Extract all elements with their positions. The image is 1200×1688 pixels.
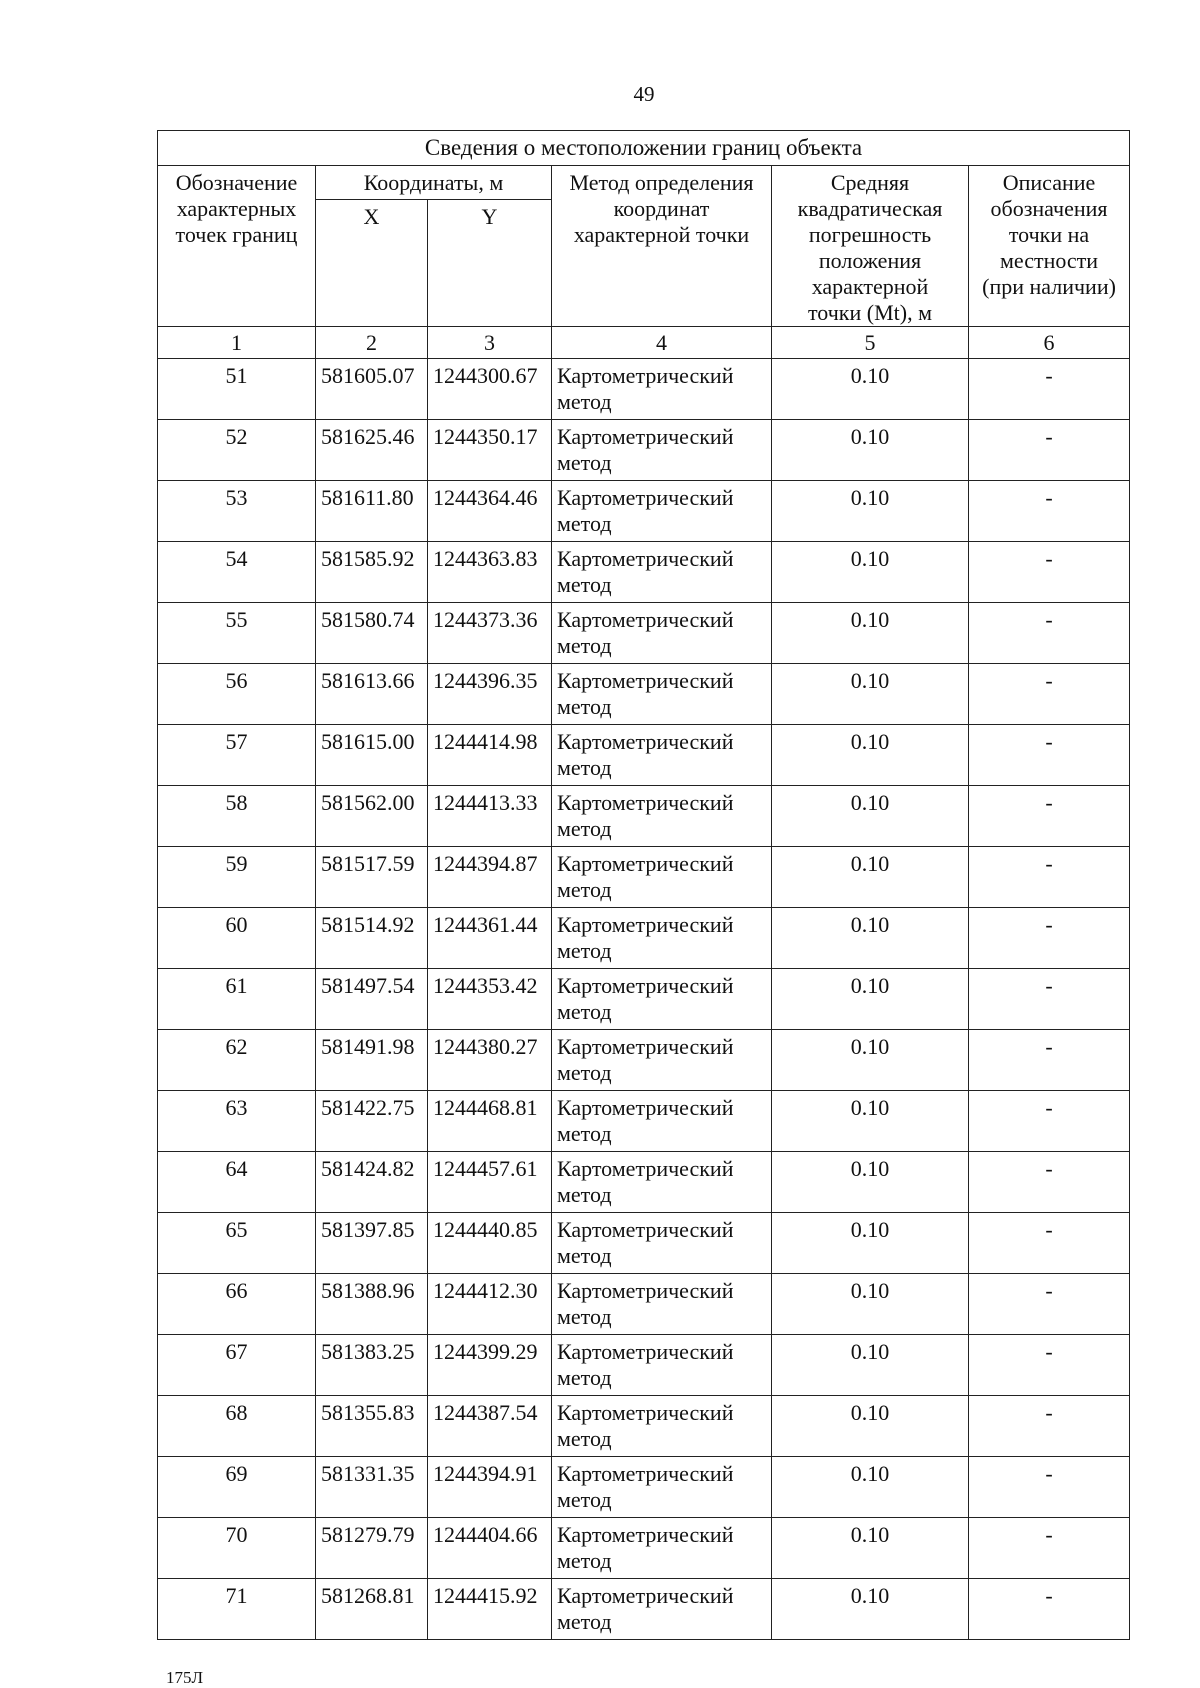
y-coordinate-cell: 1244353.42 bbox=[428, 969, 552, 1030]
header-description bbox=[969, 166, 1130, 327]
y-coordinate-cell: 1244396.35 bbox=[428, 664, 552, 725]
method-line: метод bbox=[557, 633, 612, 658]
y-coordinate-cell: 1244361.44 bbox=[428, 908, 552, 969]
x-coordinate-cell: 581279.79 bbox=[316, 1518, 428, 1579]
header-description-line: местности bbox=[999, 248, 1099, 273]
description-cell: - bbox=[969, 1518, 1130, 1579]
header-row-1 bbox=[158, 166, 1130, 200]
method-line: Картометрический bbox=[557, 668, 734, 693]
x-coordinate-cell: 581383.25 bbox=[316, 1335, 428, 1396]
method-cell bbox=[552, 481, 772, 542]
header-point-line: точек границ bbox=[175, 222, 298, 247]
method-line: Картометрический bbox=[557, 1461, 734, 1486]
method-line: метод bbox=[557, 816, 612, 841]
method-line: Картометрический bbox=[557, 1095, 734, 1120]
error-cell: 0.10 bbox=[772, 481, 969, 542]
method-cell bbox=[552, 1152, 772, 1213]
method-cell bbox=[552, 847, 772, 908]
description-cell: - bbox=[969, 603, 1130, 664]
method-line: метод bbox=[557, 1243, 612, 1268]
header-error-line: квадратическая bbox=[797, 196, 943, 221]
description-cell: - bbox=[969, 481, 1130, 542]
method-cell bbox=[552, 664, 772, 725]
y-coordinate-cell: 1244350.17 bbox=[428, 420, 552, 481]
column-number: 2 bbox=[316, 327, 428, 359]
method-line: Картометрический bbox=[557, 607, 734, 632]
table-row bbox=[158, 969, 1130, 1030]
y-coordinate-cell: 1244363.83 bbox=[428, 542, 552, 603]
table-row bbox=[158, 481, 1130, 542]
error-cell: 0.10 bbox=[772, 786, 969, 847]
point-number-cell: 56 bbox=[158, 664, 316, 725]
method-line: метод bbox=[557, 938, 612, 963]
error-cell: 0.10 bbox=[772, 725, 969, 786]
y-coordinate-cell: 1244468.81 bbox=[428, 1091, 552, 1152]
error-cell: 0.10 bbox=[772, 969, 969, 1030]
point-number-cell: 60 bbox=[158, 908, 316, 969]
description-cell: - bbox=[969, 420, 1130, 481]
header-error-line: положения bbox=[818, 248, 922, 273]
table-row bbox=[158, 1274, 1130, 1335]
page-number: 49 bbox=[633, 82, 655, 106]
error-cell: 0.10 bbox=[772, 1274, 969, 1335]
method-line: метод bbox=[557, 572, 612, 597]
header-method-line: координат bbox=[613, 196, 710, 221]
error-cell: 0.10 bbox=[772, 908, 969, 969]
method-cell bbox=[552, 359, 772, 420]
column-number: 3 bbox=[428, 327, 552, 359]
method-line: метод bbox=[557, 1487, 612, 1512]
table-row bbox=[158, 847, 1130, 908]
method-cell bbox=[552, 1335, 772, 1396]
method-line: метод bbox=[557, 511, 612, 536]
x-coordinate-cell: 581514.92 bbox=[316, 908, 428, 969]
column-number: 6 bbox=[969, 327, 1130, 359]
table-row bbox=[158, 1152, 1130, 1213]
method-cell bbox=[552, 1091, 772, 1152]
x-coordinate-cell: 581424.82 bbox=[316, 1152, 428, 1213]
table-row bbox=[158, 1091, 1130, 1152]
point-number-cell: 53 bbox=[158, 481, 316, 542]
table-row bbox=[158, 1335, 1130, 1396]
x-coordinate-cell: 581605.07 bbox=[316, 359, 428, 420]
error-cell: 0.10 bbox=[772, 1152, 969, 1213]
method-line: метод bbox=[557, 1548, 612, 1573]
method-line: метод bbox=[557, 1304, 612, 1329]
method-line: метод bbox=[557, 450, 612, 475]
error-cell: 0.10 bbox=[772, 847, 969, 908]
method-line: метод bbox=[557, 877, 612, 902]
method-line: Картометрический bbox=[557, 1278, 734, 1303]
header-method-line: характерной точки bbox=[573, 222, 750, 247]
column-number: 1 bbox=[158, 327, 316, 359]
error-cell: 0.10 bbox=[772, 1030, 969, 1091]
x-coordinate-cell: 581615.00 bbox=[316, 725, 428, 786]
method-line: Картометрический bbox=[557, 729, 734, 754]
method-cell bbox=[552, 1518, 772, 1579]
description-cell: - bbox=[969, 725, 1130, 786]
description-cell: - bbox=[969, 1030, 1130, 1091]
point-number-cell: 63 bbox=[158, 1091, 316, 1152]
table-row bbox=[158, 725, 1130, 786]
y-coordinate-cell: 1244440.85 bbox=[428, 1213, 552, 1274]
column-number: 5 bbox=[772, 327, 969, 359]
table-row bbox=[158, 542, 1130, 603]
point-number-cell: 66 bbox=[158, 1274, 316, 1335]
method-line: Картометрический bbox=[557, 1156, 734, 1181]
method-line: метод bbox=[557, 1182, 612, 1207]
point-number-cell: 64 bbox=[158, 1152, 316, 1213]
error-cell: 0.10 bbox=[772, 1335, 969, 1396]
table-row bbox=[158, 1213, 1130, 1274]
method-line: Картометрический bbox=[557, 424, 734, 449]
description-cell: - bbox=[969, 542, 1130, 603]
x-coordinate-cell: 581331.35 bbox=[316, 1457, 428, 1518]
description-cell: - bbox=[969, 1579, 1130, 1640]
method-line: метод bbox=[557, 389, 612, 414]
y-coordinate-cell: 1244364.46 bbox=[428, 481, 552, 542]
y-coordinate-cell: 1244404.66 bbox=[428, 1518, 552, 1579]
description-cell: - bbox=[969, 1274, 1130, 1335]
method-line: Картометрический bbox=[557, 1583, 734, 1608]
method-line: Картометрический bbox=[557, 546, 734, 571]
x-coordinate-cell: 581388.96 bbox=[316, 1274, 428, 1335]
description-cell: - bbox=[969, 1457, 1130, 1518]
header-error bbox=[772, 166, 969, 327]
point-number-cell: 65 bbox=[158, 1213, 316, 1274]
x-coordinate-cell: 581355.83 bbox=[316, 1396, 428, 1457]
header-x: X bbox=[316, 199, 428, 326]
table-row bbox=[158, 420, 1130, 481]
point-number-cell: 57 bbox=[158, 725, 316, 786]
method-line: Картометрический bbox=[557, 851, 734, 876]
header-error-line: точки (Mt), м bbox=[807, 300, 933, 325]
method-cell bbox=[552, 1030, 772, 1091]
description-cell: - bbox=[969, 1335, 1130, 1396]
description-cell: - bbox=[969, 1213, 1130, 1274]
y-coordinate-cell: 1244399.29 bbox=[428, 1335, 552, 1396]
y-coordinate-cell: 1244373.36 bbox=[428, 603, 552, 664]
table-row bbox=[158, 1396, 1130, 1457]
table-row bbox=[158, 1579, 1130, 1640]
x-coordinate-cell: 581491.98 bbox=[316, 1030, 428, 1091]
point-number-cell: 54 bbox=[158, 542, 316, 603]
method-cell bbox=[552, 969, 772, 1030]
y-coordinate-cell: 1244415.92 bbox=[428, 1579, 552, 1640]
method-line: метод bbox=[557, 1121, 612, 1146]
error-cell: 0.10 bbox=[772, 359, 969, 420]
header-error-line: Средняя bbox=[830, 170, 910, 195]
point-number-cell: 70 bbox=[158, 1518, 316, 1579]
header-error-line: погрешность bbox=[808, 222, 932, 247]
description-cell: - bbox=[969, 359, 1130, 420]
y-coordinate-cell: 1244300.67 bbox=[428, 359, 552, 420]
table-row bbox=[158, 1457, 1130, 1518]
table-row bbox=[158, 908, 1130, 969]
point-number-cell: 69 bbox=[158, 1457, 316, 1518]
point-number-cell: 67 bbox=[158, 1335, 316, 1396]
table-title-row bbox=[158, 131, 1130, 166]
error-cell: 0.10 bbox=[772, 1518, 969, 1579]
x-coordinate-cell: 581580.74 bbox=[316, 603, 428, 664]
method-line: метод bbox=[557, 1060, 612, 1085]
y-coordinate-cell: 1244380.27 bbox=[428, 1030, 552, 1091]
header-point bbox=[158, 166, 316, 327]
error-cell: 0.10 bbox=[772, 1457, 969, 1518]
description-cell: - bbox=[969, 847, 1130, 908]
error-cell: 0.10 bbox=[772, 603, 969, 664]
description-cell: - bbox=[969, 1396, 1130, 1457]
x-coordinate-cell: 581268.81 bbox=[316, 1579, 428, 1640]
table-row bbox=[158, 786, 1130, 847]
description-cell: - bbox=[969, 969, 1130, 1030]
method-line: Картометрический bbox=[557, 1339, 734, 1364]
header-y: Y bbox=[428, 199, 552, 326]
x-coordinate-cell: 581625.46 bbox=[316, 420, 428, 481]
method-line: Картометрический bbox=[557, 1217, 734, 1242]
method-line: Картометрический bbox=[557, 912, 734, 937]
method-cell bbox=[552, 603, 772, 664]
error-cell: 0.10 bbox=[772, 1213, 969, 1274]
point-number-cell: 58 bbox=[158, 786, 316, 847]
y-coordinate-cell: 1244387.54 bbox=[428, 1396, 552, 1457]
column-number-row bbox=[158, 327, 1130, 359]
point-number-cell: 55 bbox=[158, 603, 316, 664]
header-point-line: характерных bbox=[176, 196, 297, 221]
description-cell: - bbox=[969, 1152, 1130, 1213]
description-cell: - bbox=[969, 664, 1130, 725]
method-cell bbox=[552, 908, 772, 969]
header-description-line: обозначения bbox=[990, 196, 1108, 221]
method-line: Картометрический bbox=[557, 485, 734, 510]
method-cell bbox=[552, 725, 772, 786]
y-coordinate-cell: 1244394.87 bbox=[428, 847, 552, 908]
error-cell: 0.10 bbox=[772, 420, 969, 481]
method-line: Картометрический bbox=[557, 790, 734, 815]
x-coordinate-cell: 581497.54 bbox=[316, 969, 428, 1030]
header-point-line: Обозначение bbox=[175, 170, 298, 195]
method-line: метод bbox=[557, 694, 612, 719]
method-line: Картометрический bbox=[557, 1522, 734, 1547]
x-coordinate-cell: 581517.59 bbox=[316, 847, 428, 908]
table-row bbox=[158, 1518, 1130, 1579]
footer-code: 175Л bbox=[166, 1668, 204, 1687]
header-description-line: точки на bbox=[1008, 222, 1090, 247]
method-cell bbox=[552, 786, 772, 847]
x-coordinate-cell: 581422.75 bbox=[316, 1091, 428, 1152]
method-line: Картометрический bbox=[557, 1034, 734, 1059]
table-title: Сведения о местоположении границ объекта bbox=[158, 131, 1130, 166]
table-row bbox=[158, 359, 1130, 420]
table-row bbox=[158, 603, 1130, 664]
header-method bbox=[552, 166, 772, 327]
method-line: метод bbox=[557, 999, 612, 1024]
method-cell bbox=[552, 1274, 772, 1335]
y-coordinate-cell: 1244413.33 bbox=[428, 786, 552, 847]
header-error-line: характерной bbox=[811, 274, 929, 299]
column-number: 4 bbox=[552, 327, 772, 359]
method-cell bbox=[552, 542, 772, 603]
header-method-line: Метод определения bbox=[569, 170, 754, 195]
description-cell: - bbox=[969, 786, 1130, 847]
point-number-cell: 52 bbox=[158, 420, 316, 481]
boundary-coordinates-table bbox=[157, 130, 1130, 1640]
header-description-line: Описание bbox=[1002, 170, 1096, 195]
point-number-cell: 59 bbox=[158, 847, 316, 908]
y-coordinate-cell: 1244394.91 bbox=[428, 1457, 552, 1518]
error-cell: 0.10 bbox=[772, 542, 969, 603]
x-coordinate-cell: 581585.92 bbox=[316, 542, 428, 603]
y-coordinate-cell: 1244457.61 bbox=[428, 1152, 552, 1213]
table-row bbox=[158, 1030, 1130, 1091]
method-line: метод bbox=[557, 1426, 612, 1451]
method-line: Картометрический bbox=[557, 973, 734, 998]
point-number-cell: 61 bbox=[158, 969, 316, 1030]
error-cell: 0.10 bbox=[772, 664, 969, 725]
method-line: метод bbox=[557, 1609, 612, 1634]
x-coordinate-cell: 581397.85 bbox=[316, 1213, 428, 1274]
point-number-cell: 68 bbox=[158, 1396, 316, 1457]
method-cell bbox=[552, 1579, 772, 1640]
method-line: Картометрический bbox=[557, 363, 734, 388]
description-cell: - bbox=[969, 908, 1130, 969]
x-coordinate-cell: 581613.66 bbox=[316, 664, 428, 725]
x-coordinate-cell: 581562.00 bbox=[316, 786, 428, 847]
header-description-line: (при наличии) bbox=[982, 274, 1116, 299]
method-cell bbox=[552, 420, 772, 481]
error-cell: 0.10 bbox=[772, 1579, 969, 1640]
description-cell: - bbox=[969, 1091, 1130, 1152]
method-cell bbox=[552, 1457, 772, 1518]
table-row bbox=[158, 664, 1130, 725]
error-cell: 0.10 bbox=[772, 1396, 969, 1457]
method-line: Картометрический bbox=[557, 1400, 734, 1425]
method-cell bbox=[552, 1213, 772, 1274]
error-cell: 0.10 bbox=[772, 1091, 969, 1152]
point-number-cell: 62 bbox=[158, 1030, 316, 1091]
y-coordinate-cell: 1244412.30 bbox=[428, 1274, 552, 1335]
point-number-cell: 51 bbox=[158, 359, 316, 420]
method-line: метод bbox=[557, 1365, 612, 1390]
point-number-cell: 71 bbox=[158, 1579, 316, 1640]
x-coordinate-cell: 581611.80 bbox=[316, 481, 428, 542]
y-coordinate-cell: 1244414.98 bbox=[428, 725, 552, 786]
method-cell bbox=[552, 1396, 772, 1457]
method-line: метод bbox=[557, 755, 612, 780]
header-coordinates: Координаты, м bbox=[316, 166, 552, 200]
